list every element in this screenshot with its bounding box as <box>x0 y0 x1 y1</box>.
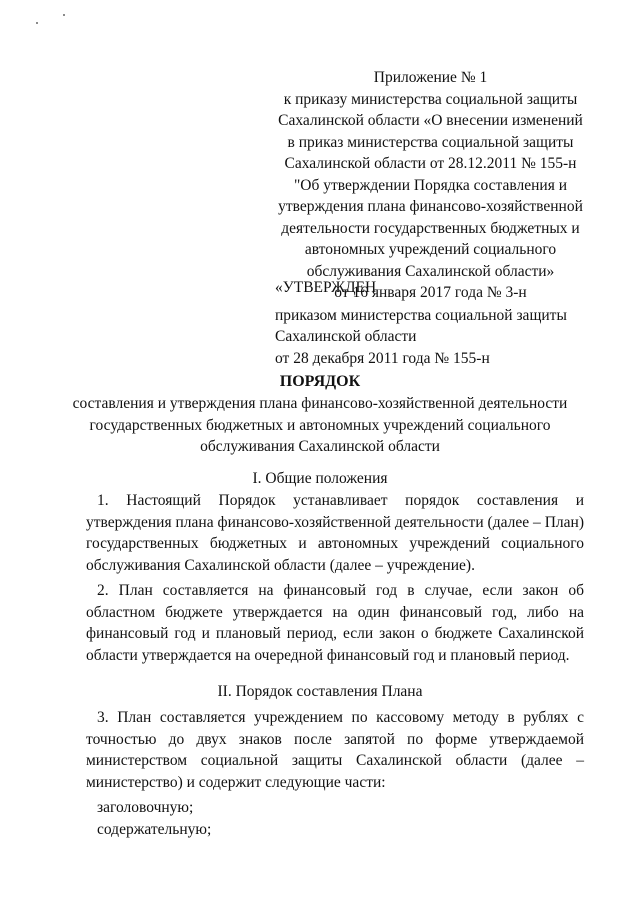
list-item: содержательную; <box>97 821 212 838</box>
subtitle-line: государственных бюджетных и автономных учреждений социального <box>89 416 551 434</box>
appendix-line: Приложение № 1 <box>373 69 488 86</box>
paragraph-line: утверждения плана финансово-хозяйственной деятельности (далее – План) <box>86 513 584 531</box>
paragraph-line: обслуживания Сахалинской области (далее – учреждение). <box>86 556 475 574</box>
paragraph-line: 3. План составляется учреждением по кассовому методу в рублях с <box>97 709 584 726</box>
paragraph-line: областном бюджете утверждается на один финансовый год, либо на <box>86 603 584 621</box>
subtitle-line: составления и утверждения плана финансово-хозяйственной деятельности <box>72 395 568 412</box>
paragraph-line: государственных бюджетных и автономных учреждений социального <box>86 535 584 552</box>
approval-stamp-block <box>275 277 595 369</box>
appendix-line: к приказу министерства социальной защиты <box>283 90 578 108</box>
approval-line: от 28 декабря 2011 года № 155-н <box>275 349 490 367</box>
paragraph-3 <box>86 707 584 793</box>
appendix-line: в приказ министерства социальной защиты <box>287 133 574 151</box>
scan-speck <box>63 14 65 16</box>
paragraph-1 <box>86 490 584 576</box>
paragraph-line: 1. Настоящий Порядок устанавливает порядок составления и <box>97 492 584 509</box>
appendix-block <box>278 67 583 304</box>
approval-line: приказом министерства социальной защиты <box>275 306 567 324</box>
section-heading-1: I. Общие положения <box>252 470 388 487</box>
paragraph-line: точностью до двух знаков после запятой по форме утверждаемой <box>86 730 584 748</box>
appendix-line: Сахалинской области «О внесении изменений <box>278 112 583 129</box>
paragraph-line: министерством социальной защиты Сахалинской области (далее – <box>86 752 584 769</box>
appendix-line: обслуживания Сахалинской области» <box>306 262 555 280</box>
scan-speck <box>36 22 38 24</box>
appendix-line: "Об утверждении Порядка составления и <box>293 176 567 194</box>
section-heading-2: II. Порядок составления Плана <box>217 683 423 700</box>
approval-line: Сахалинской области <box>275 328 417 345</box>
appendix-line: Сахалинской области от 28.12.2011 № 155-н <box>284 155 577 172</box>
paragraph-line: финансовый год и плановый период, если закон о бюджете Сахалинской <box>86 625 584 642</box>
appendix-line: автономных учреждений социального <box>304 241 557 258</box>
subtitle-line: обслуживания Сахалинской области <box>200 438 440 455</box>
appendix-line: деятельности государственных бюджетных и <box>281 219 580 237</box>
appendix-line: от 16 января 2017 года № 3-н <box>334 284 527 301</box>
document-title: ПОРЯДОК <box>279 373 361 390</box>
appendix-line: утверждения плана финансово-хозяйственной <box>278 198 583 215</box>
paragraph-line: 2. План составляется на финансовый год в случае, если закон об <box>97 582 584 599</box>
paragraph-2 <box>86 580 584 666</box>
document-subtitle <box>60 393 580 458</box>
paragraph-line: области утверждается на очередной финансовый год и плановый период. <box>86 646 570 664</box>
list-item: заголовочную; <box>97 799 194 816</box>
approval-heading: «УТВЕРЖДЕН <box>275 279 377 296</box>
paragraph-line: министерство) и содержит следующие части: <box>86 773 386 791</box>
